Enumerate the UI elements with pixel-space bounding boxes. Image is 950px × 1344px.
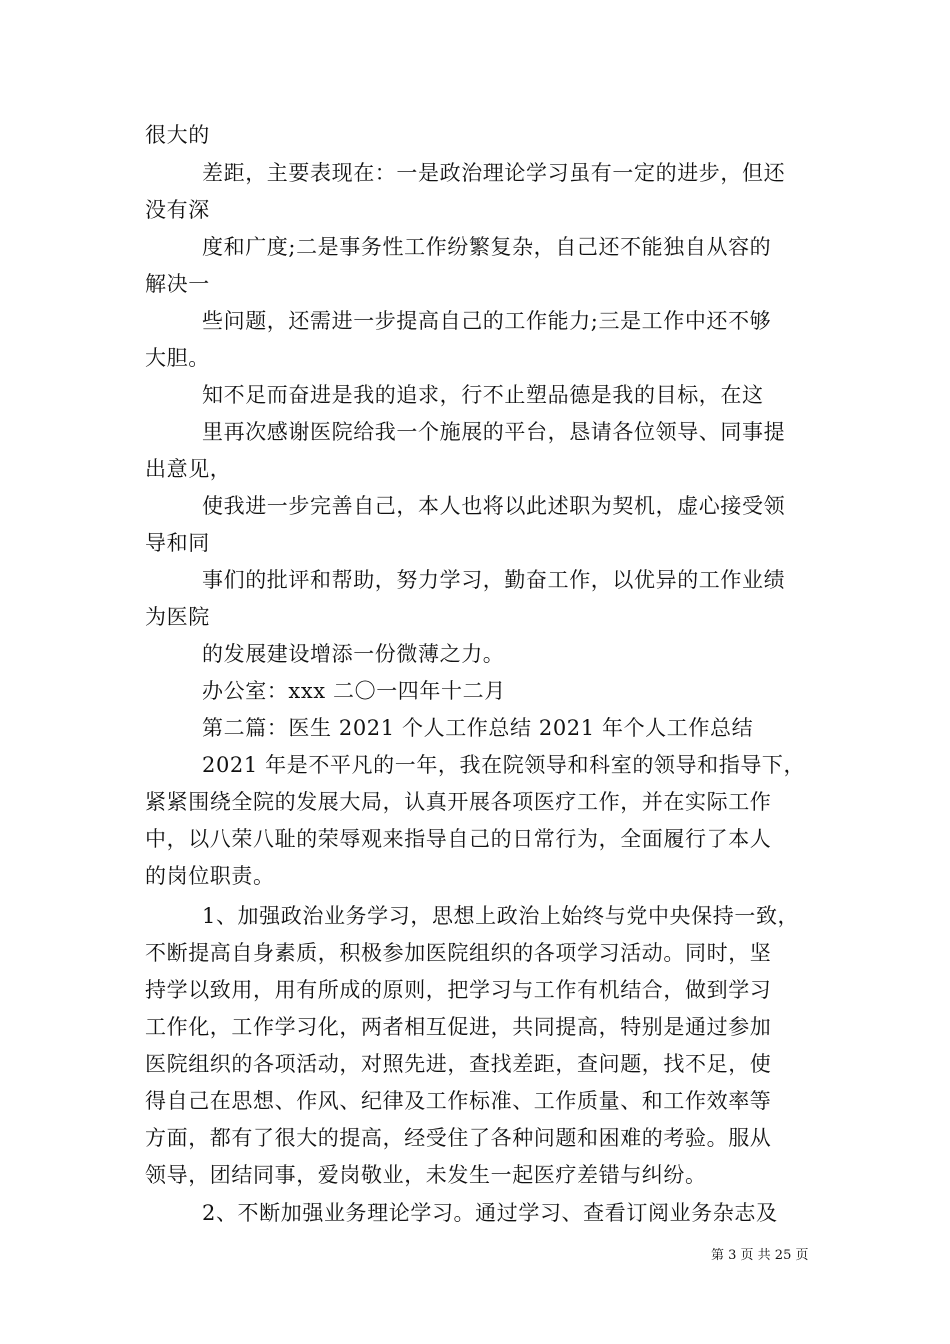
text-line: 2021 年是不平凡的一年，我在院领导和科室的领导和指导下， — [202, 753, 806, 777]
text-line: 很大的 — [145, 123, 210, 147]
text-line: 领导，团结同事，爱岗敬业，未发生一起医疗差错与纠纷。 — [145, 1163, 707, 1187]
text-line: 导和同 — [145, 531, 210, 555]
text-line: 持学以致用，用有所成的原则，把学习与工作有机结合，做到学习 — [145, 978, 772, 1002]
text-line: 中，以八荣八耻的荣辱观来指导自己的日常行为，全面履行了本人 — [145, 827, 772, 851]
text-line: 得自己在思想、作风、纪律及工作标准、工作质量、和工作效率等 — [145, 1089, 772, 1113]
text-line: 为医院 — [145, 605, 210, 629]
text-line: 知不足而奋进是我的追求，行不止塑品德是我的目标，在这 — [202, 383, 764, 407]
text-line: 工作化，工作学习化，两者相互促进，共同提高，特别是通过参加 — [145, 1015, 772, 1039]
text-line: 出意见， — [145, 457, 232, 481]
text-line: 里再次感谢医院给我一个施展的平台，恳请各位领导、同事提 — [202, 420, 786, 444]
section-heading: 第二篇：医生 2021 个人工作总结 2021 年个人工作总结 — [202, 716, 754, 740]
text-line: 度和广度;二是事务性工作纷繁复杂，自己还不能独自从容的 — [202, 235, 772, 259]
text-line: 1、加强政治业务学习，思想上政治上始终与党中央保持一致， — [202, 904, 800, 928]
text-line: 些问题，还需进一步提高自己的工作能力;三是工作中还不够 — [202, 309, 772, 333]
text-line: 事们的批评和帮助，努力学习，勤奋工作，以优异的工作业绩 — [202, 568, 786, 592]
text-line: 大胆。 — [145, 346, 210, 370]
text-line: 办公室：xxx 二〇一四年十二月 — [202, 679, 506, 703]
page-number-footer: 第 3 页 共 25 页 — [711, 1248, 809, 1263]
text-line: 医院组织的各项活动，对照先进，查找差距，查问题，找不足，使 — [145, 1052, 772, 1076]
text-line: 的岗位职责。 — [145, 864, 275, 888]
text-line: 解决一 — [145, 272, 210, 296]
text-line: 的发展建设增添一份微薄之力。 — [202, 642, 505, 666]
text-line: 没有深 — [145, 198, 210, 222]
text-line: 不断提高自身素质，积极参加医院组织的各项学习活动。同时，坚 — [145, 941, 772, 965]
text-line: 方面，都有了很大的提高，经受住了各种问题和困难的考验。服从 — [145, 1126, 772, 1150]
text-line: 2、不断加强业务理论学习。通过学习、查看订阅业务杂志及 — [202, 1201, 778, 1225]
text-line: 差距，主要表现在：一是政治理论学习虽有一定的进步，但还 — [202, 161, 786, 185]
text-line: 紧紧围绕全院的发展大局，认真开展各项医疗工作，并在实际工作 — [145, 790, 772, 814]
text-line: 使我进一步完善自己，本人也将以此述职为契机，虚心接受领 — [202, 494, 786, 518]
